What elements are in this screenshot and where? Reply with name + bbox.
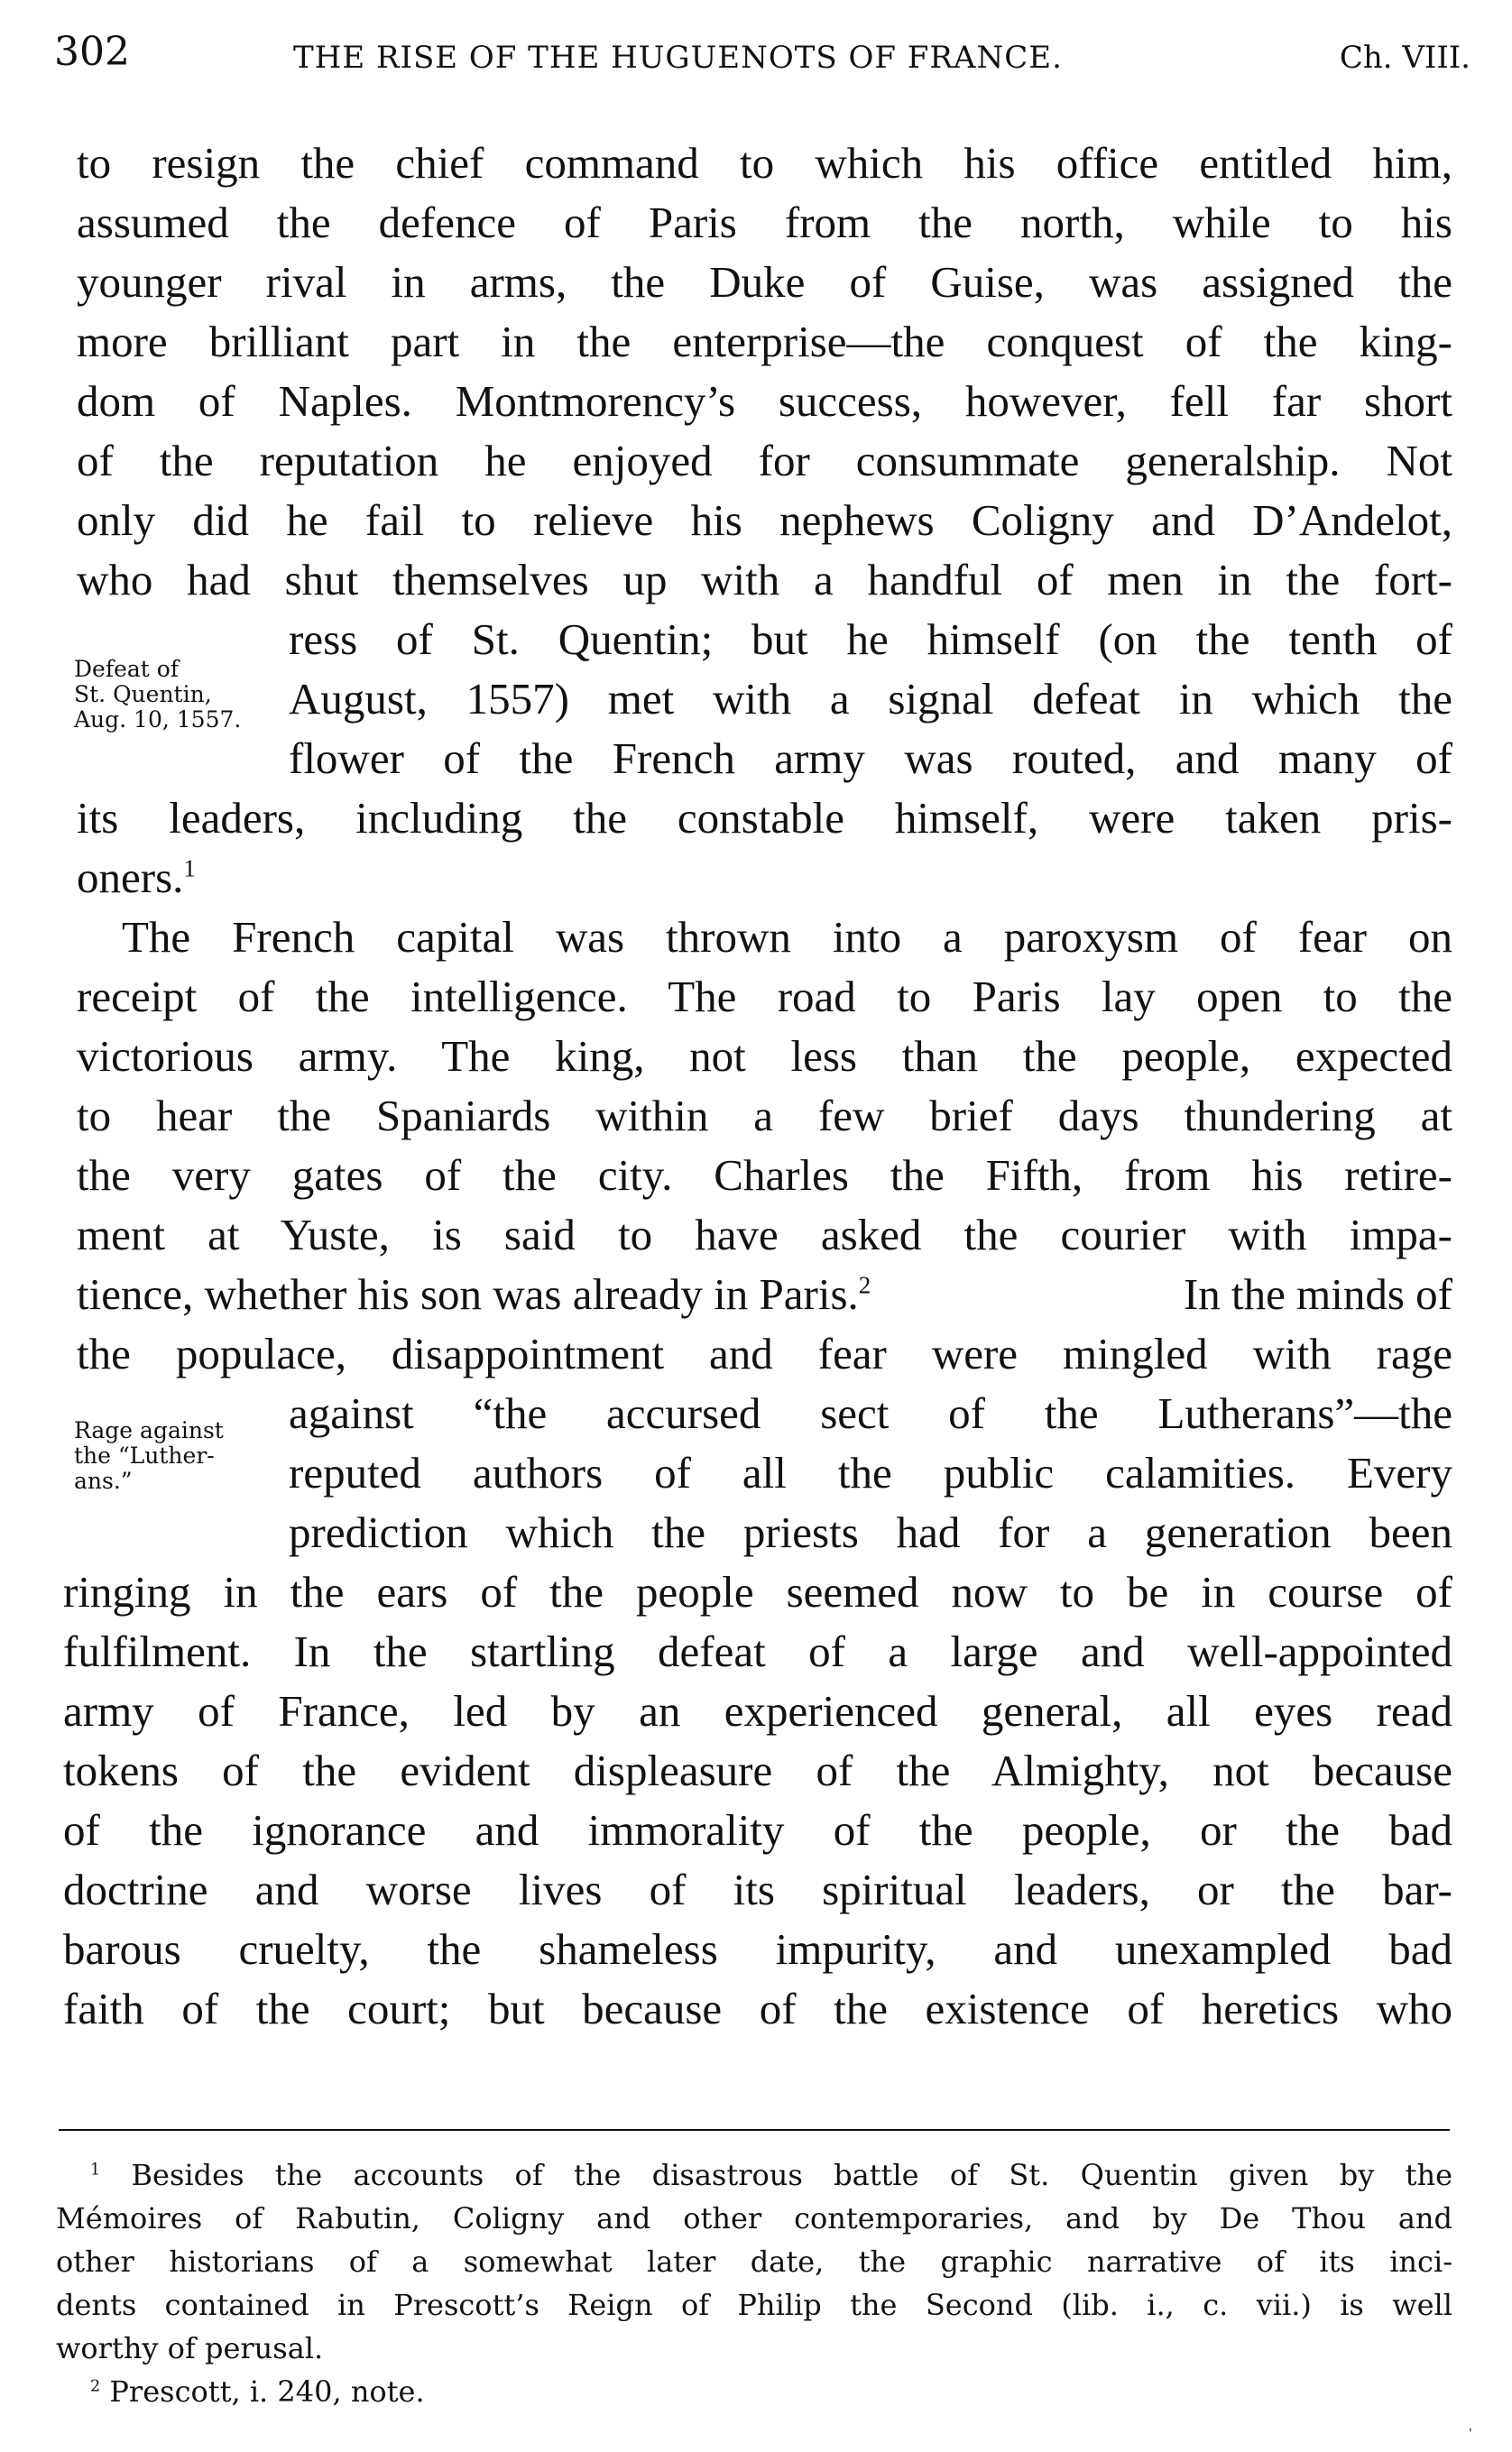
page-number: 302 xyxy=(54,29,130,75)
running-title: THE RISE OF THE HUGUENOTS OF FRANCE. xyxy=(293,40,1063,76)
body-line: ress of St. Quentin; but he himself (on the tenth of xyxy=(289,614,1452,664)
body-line: army of France, led by an experienced general, all eyes read xyxy=(63,1686,1452,1736)
corner-mark: ' xyxy=(1469,2427,1472,2441)
body-line: of the ignorance and immorality of the people, or the bad xyxy=(63,1805,1452,1855)
body-line: dom of Naples. Montmorency’s success, however, fell far short xyxy=(77,376,1452,426)
margin-note-line: St. Quentin, xyxy=(74,681,212,707)
body-line: ringing in the ears of the people seemed now to be in course of xyxy=(63,1567,1452,1617)
body-line: of the reputation he enjoyed for consummate generalship. Not xyxy=(77,436,1452,485)
footnote-line: other historians of a somewhat later date, the graphic narrative of its inci- xyxy=(56,2245,1452,2279)
running-header xyxy=(54,29,1471,92)
body-line: prediction which the priests had for a generation been xyxy=(289,1507,1452,1557)
body-line: assumed the defence of Paris from the north, while to his xyxy=(77,198,1452,247)
body-line-text: oners. xyxy=(77,853,184,902)
body-line: The French capital was thrown into a paroxysm of fear on xyxy=(122,912,1452,962)
body-line: against “the accursed sect of the Lutherans”—the xyxy=(289,1388,1452,1438)
body-line: the very gates of the city. Charles the Fifth, from his retire- xyxy=(77,1150,1452,1200)
body-line xyxy=(77,1268,1452,1320)
footnote-line xyxy=(90,2374,425,2409)
body-line: to resign the chief command to which his office entitled him, xyxy=(77,138,1452,188)
footnote-line: dents contained in Prescott’s Reign of Philip the Second (lib. i., c. vii.) is well xyxy=(56,2288,1452,2322)
body-line: flower of the French army was routed, and many of xyxy=(289,733,1452,783)
body-line: receipt of the intelligence. The road to Paris lay open to the xyxy=(77,972,1452,1021)
body-line: who had shut themselves up with a handful of men in the fort- xyxy=(77,555,1452,604)
body-line xyxy=(77,852,196,903)
body-line: reputed authors of all the public calamities. Every xyxy=(289,1448,1452,1498)
footnote-mark-2: 2 xyxy=(90,2377,101,2396)
footnote-line: worthy of perusal. xyxy=(56,2331,324,2365)
body-line: to hear the Spaniards within a few brief days thundering at xyxy=(77,1091,1452,1140)
margin-note-line: ans.” xyxy=(74,1468,133,1494)
margin-note-defeat xyxy=(74,657,241,733)
body-line-text: In the minds of xyxy=(1183,1269,1452,1319)
margin-note-line: Defeat of xyxy=(74,656,180,682)
footnote-line: Mémoires of Rabutin, Coligny and other contemporaries, and by De Thou and xyxy=(56,2201,1452,2235)
body-line: faith of the court; but because of the existence of heretics who xyxy=(63,1984,1452,2033)
body-line: only did he fail to relieve his nephews Coligny and D’Andelot, xyxy=(77,495,1452,545)
body-line: fulfilment. In the startling defeat of a large and well-appointed xyxy=(63,1627,1452,1676)
body-line: victorious army. The king, not less than the people, expected xyxy=(77,1031,1452,1081)
body-line: barous cruelty, the shameless impurity, and unexampled bad xyxy=(63,1924,1452,1974)
margin-note-rage xyxy=(74,1418,224,1494)
footnote-divider xyxy=(59,2129,1450,2131)
body-line: doctrine and worse lives of its spiritual leaders, or the bar- xyxy=(63,1865,1452,1914)
footnote-ref-2[interactable]: 2 xyxy=(858,1271,871,1299)
footnote-mark-1: 1 xyxy=(90,2161,101,2180)
footnote-text: Prescott, i. 240, note. xyxy=(109,2374,425,2409)
body-line: tokens of the evident displeasure of the Almighty, not because xyxy=(63,1746,1452,1795)
body-line: ment at Yuste, is said to have asked the courier with impa- xyxy=(77,1210,1452,1259)
body-line: its leaders, including the constable himself, were taken pris- xyxy=(77,793,1452,843)
margin-note-line: the “Luther- xyxy=(74,1443,215,1469)
margin-note-line: Aug. 10, 1557. xyxy=(74,706,242,733)
body-line-text: tience, whether his son was already in Paris. xyxy=(77,1269,859,1319)
body-line: younger rival in arms, the Duke of Guise, was assigned the xyxy=(77,257,1452,307)
footnote-text: Besides the accounts of the disastrous battle of St. Quentin given by the xyxy=(131,2158,1453,2192)
margin-note-line: Rage against xyxy=(74,1417,224,1443)
body-line: more brilliant part in the enterprise—the conquest of the king- xyxy=(77,317,1452,366)
body-line: August, 1557) met with a signal defeat in which the xyxy=(289,674,1452,724)
footnote-line xyxy=(90,2158,1452,2192)
body-line: the populace, disappointment and fear were mingled with rage xyxy=(77,1329,1452,1378)
chapter-label: Ch. VIII. xyxy=(1339,40,1471,76)
footnote-ref-1[interactable]: 1 xyxy=(183,854,196,882)
